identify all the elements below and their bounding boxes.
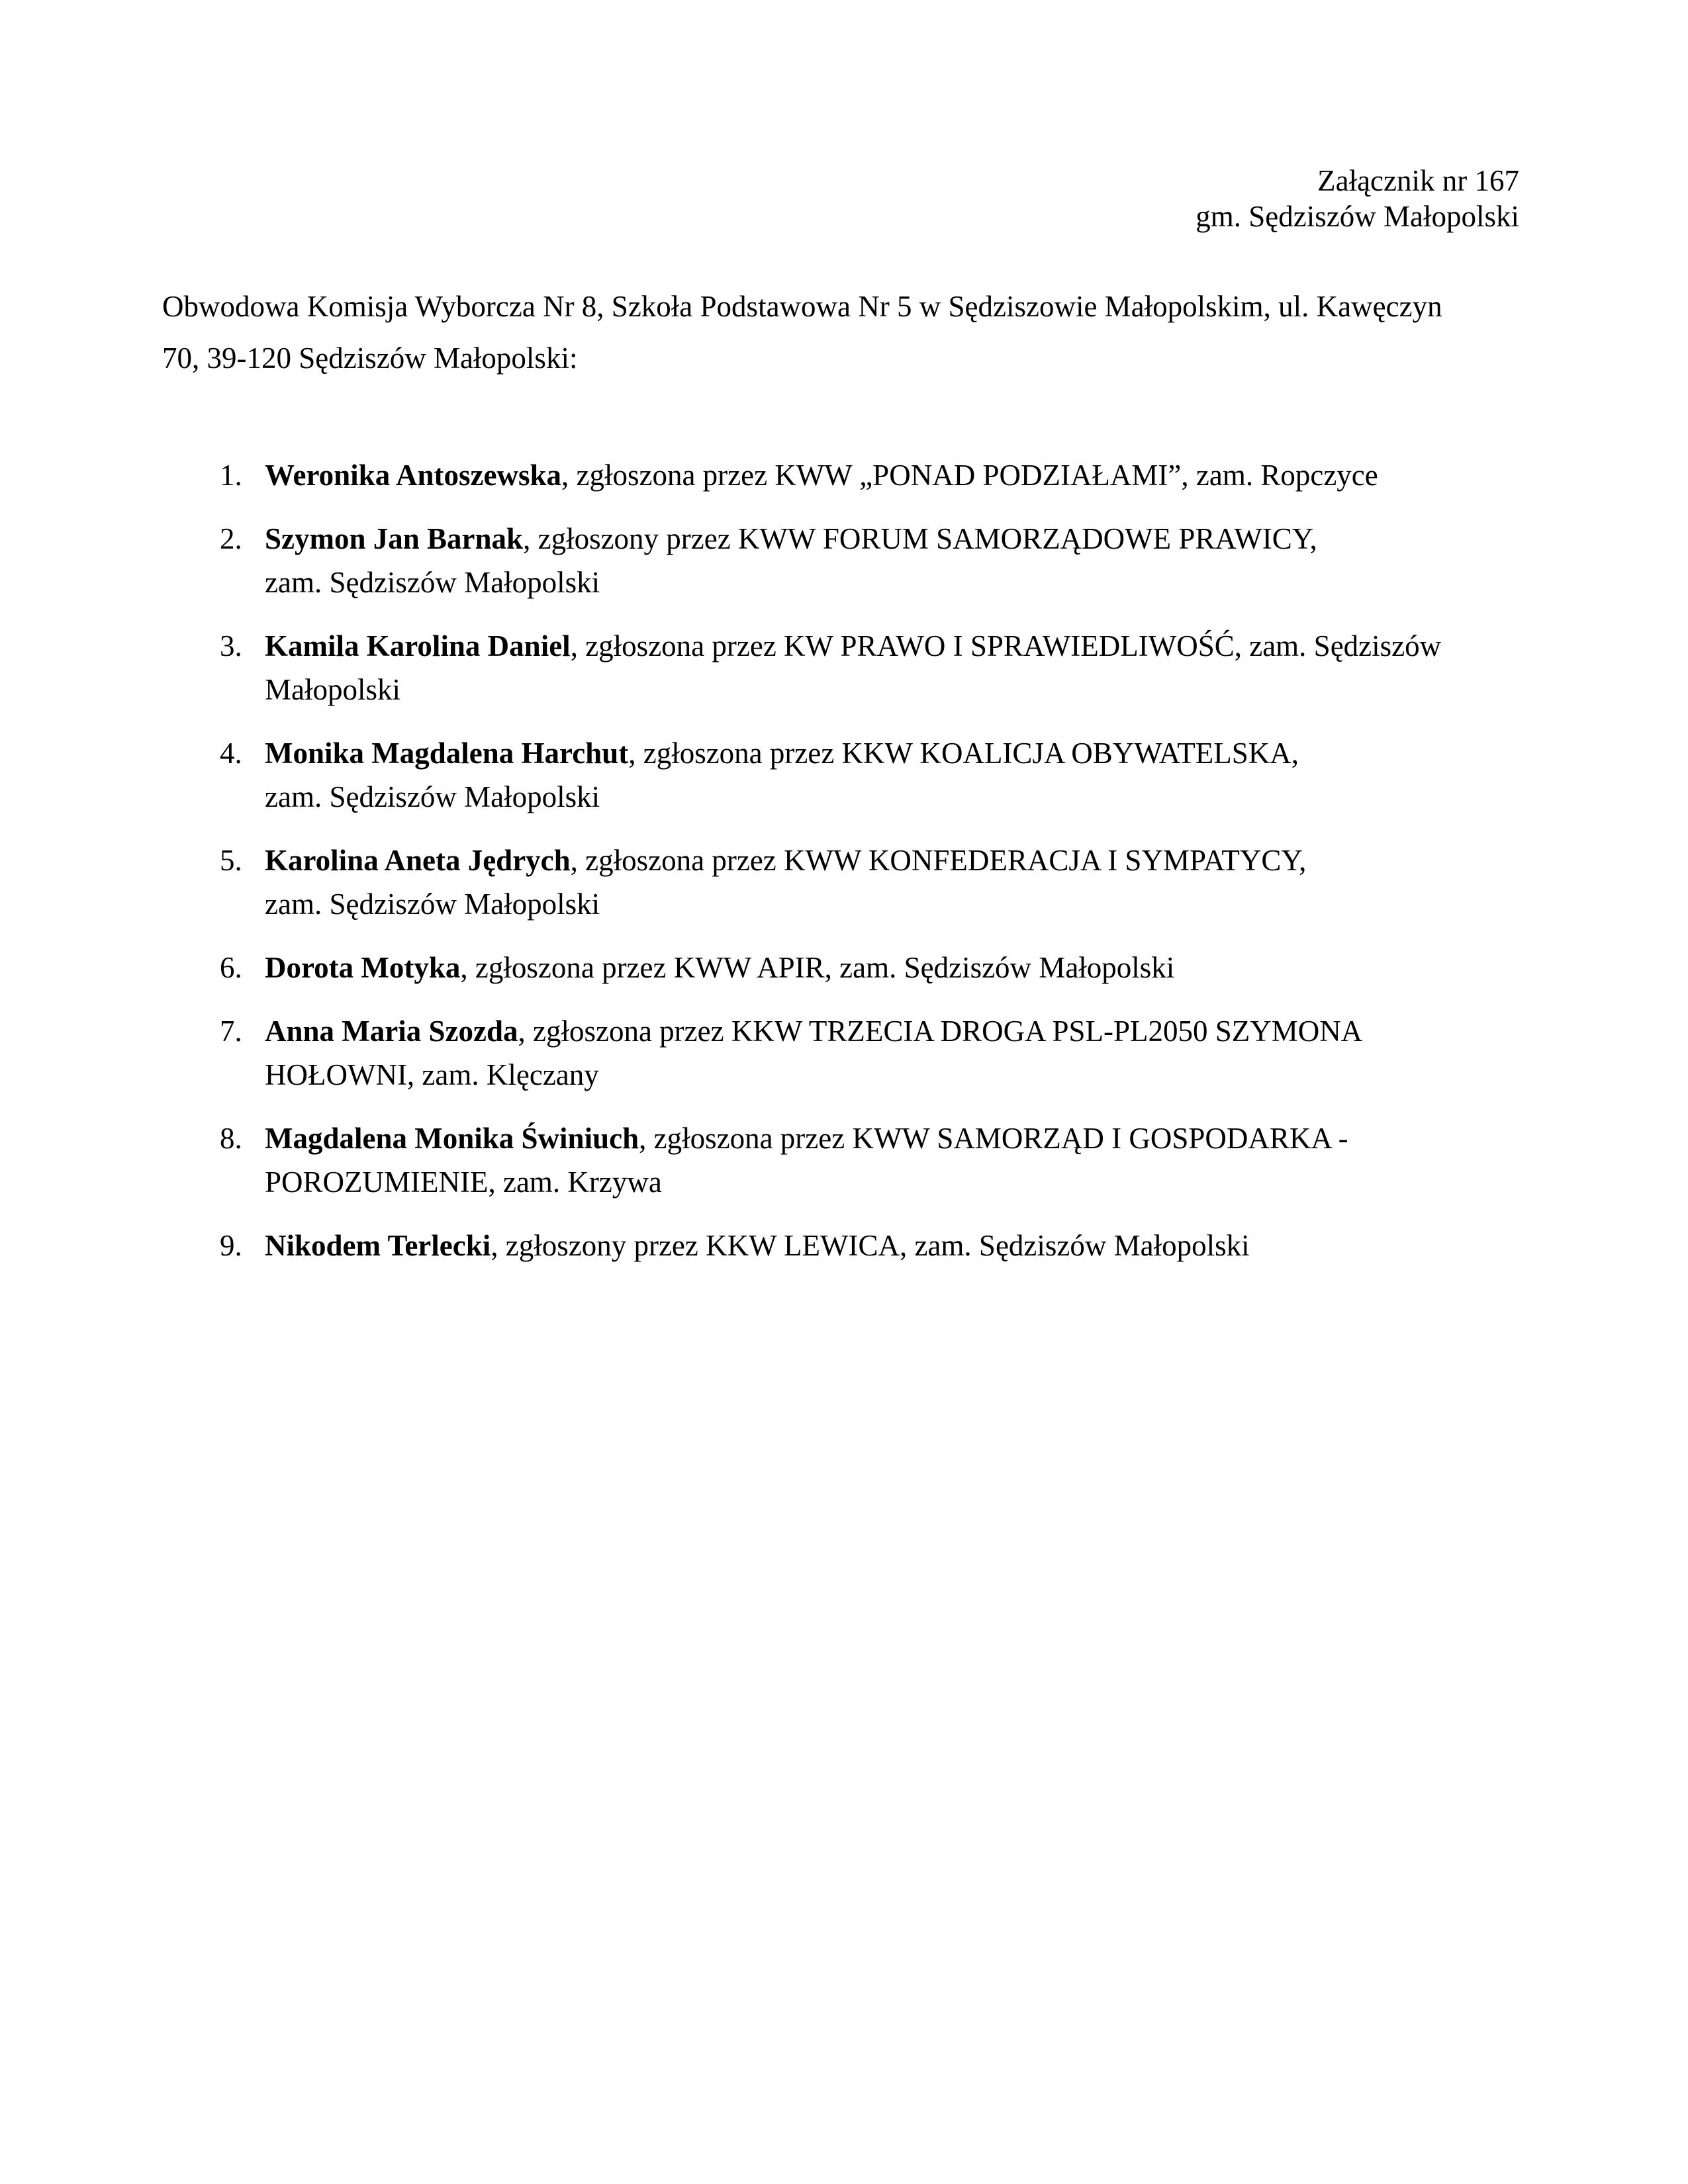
member-number: 2. xyxy=(220,522,242,555)
member-details: , zgłoszony przez KWW FORUM SAMORZĄDOWE PRAWICY, xyxy=(523,522,1317,555)
member-details-continuation: zam. Sędziszów Małopolski xyxy=(265,887,600,921)
member-item xyxy=(220,453,1519,497)
member-list xyxy=(162,453,1519,1267)
member-details: , zgłoszona przez KWW „PONAD PODZIAŁAMI”, zam. Ropczyce xyxy=(561,459,1378,492)
commission-intro xyxy=(162,281,1519,384)
member-details: , zgłoszona przez KWW SAMORZĄD I GOSPODARKA - xyxy=(639,1122,1348,1155)
member-number: 9. xyxy=(220,1229,242,1262)
member-item xyxy=(220,1116,1519,1204)
member-name: Monika Magdalena Harchut xyxy=(265,737,629,770)
member-item xyxy=(220,1009,1519,1097)
member-details: , zgłoszona przez KWW KONFEDERACJA I SYMPATYCY, xyxy=(570,844,1307,877)
member-details-continuation: zam. Sędziszów Małopolski xyxy=(265,566,600,599)
member-item xyxy=(220,946,1519,989)
member-details: , zgłoszona przez KW PRAWO I SPRAWIEDLIWOŚĆ, zam. Sędziszów xyxy=(570,629,1442,662)
member-name: Kamila Karolina Daniel xyxy=(265,629,571,662)
municipality-line: gm. Sędziszów Małopolski xyxy=(1196,200,1519,233)
member-details-continuation: HOŁOWNI, zam. Klęczany xyxy=(265,1058,599,1091)
member-name: Dorota Motyka xyxy=(265,951,461,984)
member-item xyxy=(220,731,1519,819)
member-number: 6. xyxy=(220,951,242,984)
member-number: 3. xyxy=(220,629,242,662)
member-details-continuation: Małopolski xyxy=(265,673,401,706)
member-number: 1. xyxy=(220,459,242,492)
member-details-continuation: POROZUMIENIE, zam. Krzywa xyxy=(265,1165,662,1199)
member-item xyxy=(220,1224,1519,1267)
member-number: 7. xyxy=(220,1015,242,1048)
member-number: 4. xyxy=(220,737,242,770)
member-details: , zgłoszony przez KKW LEWICA, zam. Sędziszów Małopolski xyxy=(491,1229,1250,1262)
member-details: , zgłoszona przez KWW APIR, zam. Sędziszów Małopolski xyxy=(460,951,1175,984)
member-item xyxy=(220,624,1519,711)
member-number: 8. xyxy=(220,1122,242,1155)
document-content xyxy=(0,163,1688,1267)
member-name: Nikodem Terlecki xyxy=(265,1229,491,1262)
attachment-header xyxy=(162,163,1519,234)
member-details-continuation: zam. Sędziszów Małopolski xyxy=(265,780,600,813)
member-item xyxy=(220,517,1519,604)
attachment-number-line: Załącznik nr 167 xyxy=(1317,164,1519,197)
member-item xyxy=(220,839,1519,926)
member-name: Szymon Jan Barnak xyxy=(265,522,524,555)
member-name: Anna Maria Szozda xyxy=(265,1015,518,1048)
intro-line-1: Obwodowa Komisja Wyborcza Nr 8, Szkoła Podstawowa Nr 5 w Sędziszowie Małopolskim, ul. Kawęczyn xyxy=(162,290,1442,323)
member-details: , zgłoszona przez KKW KOALICJA OBYWATELSKA, xyxy=(628,737,1299,770)
member-number: 5. xyxy=(220,844,242,877)
member-name: Magdalena Monika Świniuch xyxy=(265,1122,639,1155)
member-details: , zgłoszona przez KKW TRZECIA DROGA PSL-PL2050 SZYMONA xyxy=(518,1015,1363,1048)
member-name: Karolina Aneta Jędrych xyxy=(265,844,571,877)
intro-line-2: 70, 39-120 Sędziszów Małopolski: xyxy=(162,341,578,375)
member-name: Weronika Antoszewska xyxy=(265,459,561,492)
